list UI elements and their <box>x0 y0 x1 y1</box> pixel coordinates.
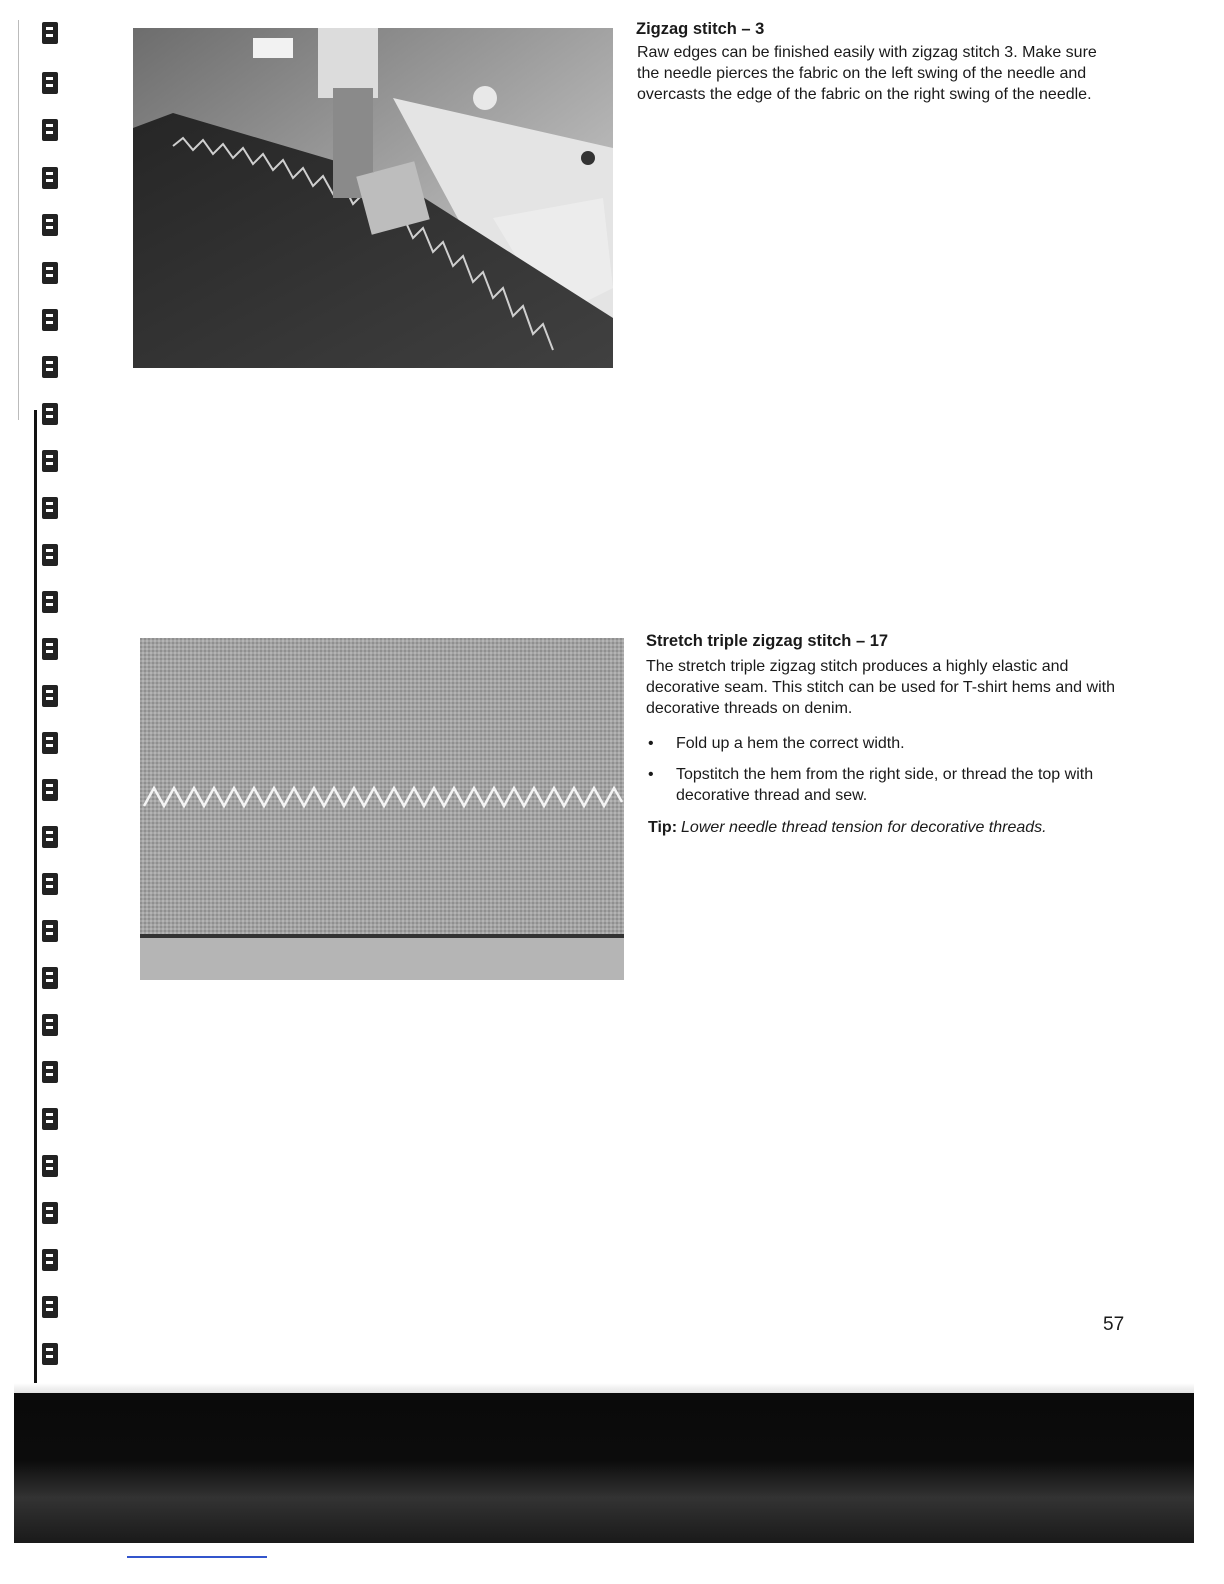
tip-label: Tip: <box>648 819 678 836</box>
tip-text: Lower needle thread tension for decorative threads. <box>681 819 1047 836</box>
spiral-binding <box>0 0 100 1400</box>
scan-edge-bar <box>14 1393 1194 1543</box>
binding-coil <box>38 1247 64 1273</box>
binding-coil <box>38 117 64 143</box>
binding-coil <box>38 20 64 46</box>
binding-coil <box>38 401 64 427</box>
binding-coil <box>38 495 64 521</box>
scan-artifact-line <box>127 1556 267 1558</box>
instruction-list <box>646 733 1126 816</box>
binding-coil <box>38 1059 64 1085</box>
binding-coil <box>38 730 64 756</box>
binding-coil <box>38 589 64 615</box>
tip-note <box>648 819 1047 837</box>
list-item: • Topstitch the hem from the right side, or thread the top with decorative thread and sew. <box>646 764 1126 806</box>
binding-coil <box>38 965 64 991</box>
binding-coil <box>38 165 64 191</box>
binding-coil <box>38 212 64 238</box>
binding-coil <box>38 1294 64 1320</box>
stretch-triple-zigzag-heading: Stretch triple zigzag stitch – 17 <box>646 632 889 650</box>
zigzag-stitch-photo <box>133 28 613 368</box>
binding-coil <box>38 777 64 803</box>
binding-coil <box>38 918 64 944</box>
page-number: 57 <box>1103 1314 1125 1335</box>
binding-coil <box>38 1012 64 1038</box>
binding-edge-line <box>18 20 19 420</box>
binding-coil <box>38 636 64 662</box>
binding-coil <box>38 1200 64 1226</box>
zigzag-stitch-description: Raw edges can be finished easily with zigzag stitch 3. Make sure the needle pierces the fabric on the left swing of the needle and overcasts the edge of the fabric on the right swing of the needle. <box>637 44 1097 103</box>
binding-coil <box>38 260 64 286</box>
binding-coil <box>38 824 64 850</box>
binding-coil <box>38 448 64 474</box>
binding-coil <box>38 542 64 568</box>
list-item: • Fold up a hem the correct width. <box>646 733 1126 754</box>
zigzag-stitch-heading: Zigzag stitch – 3 <box>636 20 765 38</box>
stretch-triple-zigzag-photo-illustration <box>140 638 624 980</box>
binding-coil <box>38 871 64 897</box>
stretch-triple-zigzag-description: The stretch triple zigzag stitch produces a highly elastic and decorative seam. This stitch can be used for T-shirt hems and with decorative threads on denim. <box>646 658 1115 717</box>
binding-spine-line <box>34 410 37 1400</box>
binding-coil <box>38 1153 64 1179</box>
binding-coil <box>38 1106 64 1132</box>
stretch-triple-zigzag-photo <box>140 638 624 980</box>
binding-coil <box>38 1341 64 1367</box>
binding-coil <box>38 307 64 333</box>
binding-coil <box>38 683 64 709</box>
zigzag-stitch-photo-illustration <box>133 28 613 368</box>
binding-coil <box>38 70 64 96</box>
binding-coil <box>38 354 64 380</box>
